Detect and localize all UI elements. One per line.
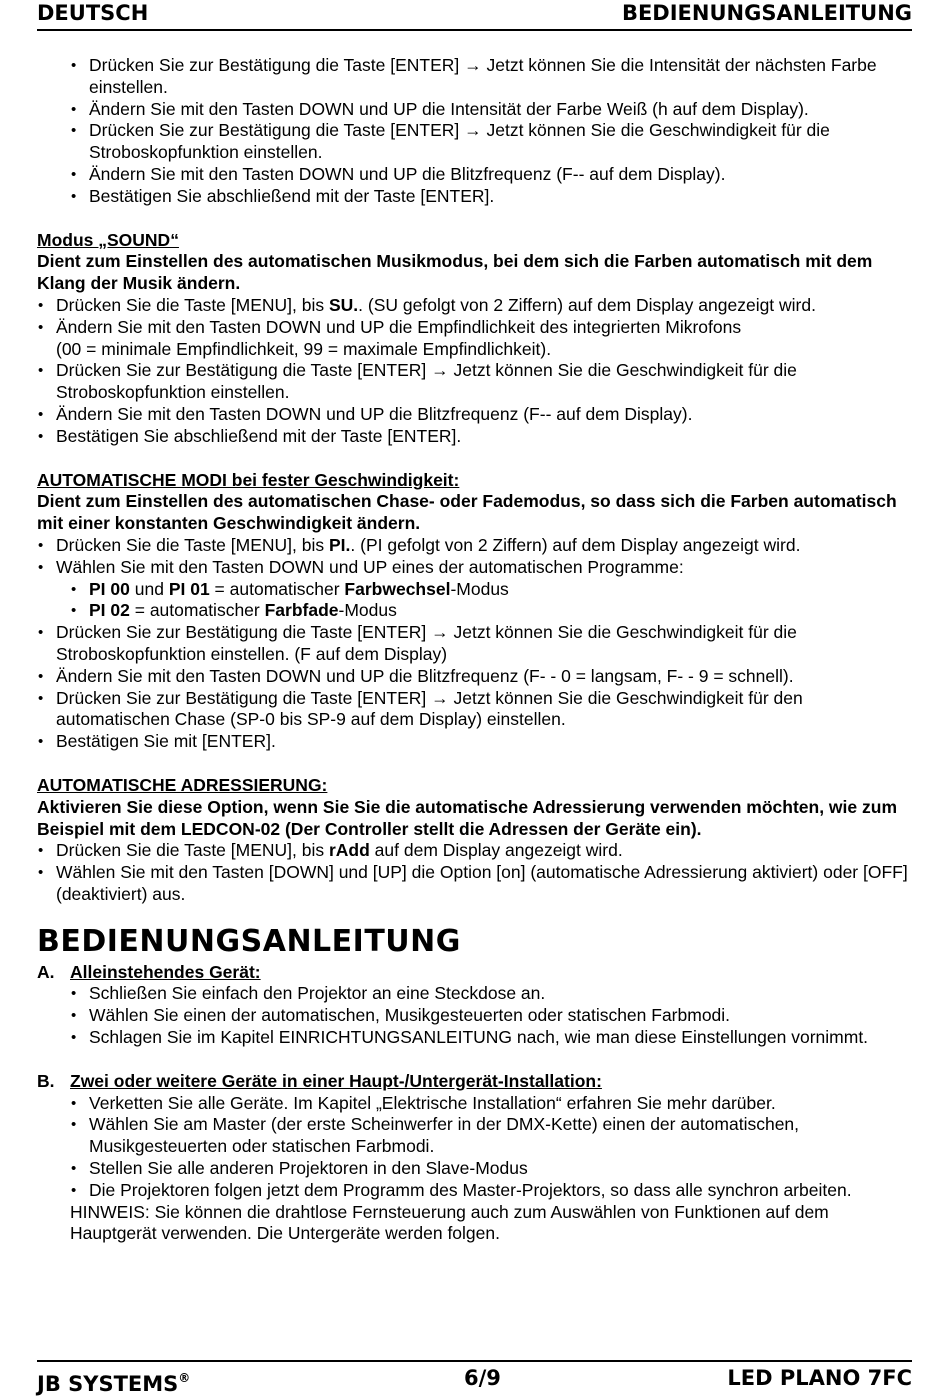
auto-modes-heading: AUTOMATISCHE MODI bei fester Geschwindigkeit: bbox=[37, 469, 460, 490]
footer-product: LED PLANO 7FC bbox=[727, 1366, 912, 1390]
section-b bbox=[37, 1071, 917, 1245]
section-a-title: Alleinstehendes Gerät: bbox=[70, 961, 261, 982]
list-item: • Ändern Sie mit den Tasten DOWN und UP die Intensität der Farbe Weiß (h auf dem Display). bbox=[89, 99, 917, 121]
header-title: BEDIENUNGSANLEITUNG bbox=[621, 1, 912, 25]
list-item: • Bestätigen Sie mit [ENTER]. bbox=[56, 731, 917, 753]
list-item: • Drücken Sie zur Bestätigung die Taste [ENTER] → Jetzt können Sie die Geschwindigkeit für die Stroboskopfunktion einstellen. (F auf dem Display) bbox=[56, 622, 917, 666]
page-number: 6/9 bbox=[464, 1366, 501, 1390]
sound-mode-intro: Dient zum Einstellen des automatischen Musikmodus, bei dem sich die Farben automatisch mit dem Klang der Musik ändern. bbox=[37, 251, 873, 294]
list-item: • Drücken Sie die Taste [MENU], bis SU.. (SU gefolgt von 2 Ziffern) auf dem Display angezeigt wird. bbox=[56, 295, 917, 317]
list-item: • Wählen Sie mit den Tasten DOWN und UP eines der automatischen Programme: • PI 00 und PI 01 = automatischer Farbwechsel-Modus • PI 02 = automatischer Farbfade-Modus bbox=[56, 557, 917, 622]
list-item: • PI 02 = automatischer Farbfade-Modus bbox=[89, 600, 917, 622]
list-item: • Ändern Sie mit den Tasten DOWN und UP die Blitzfrequenz (F-- auf dem Display). bbox=[56, 404, 917, 426]
list-item: • Wählen Sie am Master (der erste Scheinwerfer in der DMX-Kette) einen der automatischen, Musikgesteuerten oder statischen Farbmodi. bbox=[89, 1114, 917, 1158]
section-b-label: B. bbox=[37, 1070, 55, 1091]
footer-brand: JB SYSTEMS® bbox=[37, 1371, 191, 1396]
section-a-list bbox=[89, 983, 917, 1048]
list-item: • Ändern Sie mit den Tasten DOWN und UP die Blitzfrequenz (F- - 0 = langsam, F- - 9 = schnell). bbox=[56, 666, 917, 688]
section-a-label: A. bbox=[37, 961, 55, 982]
page-footer bbox=[37, 1360, 912, 1399]
list-item: • Drücken Sie zur Bestätigung die Taste [ENTER] → Jetzt können Sie die Geschwindigkeit für die Stroboskopfunktion einstellen. bbox=[89, 120, 917, 164]
list-item: • Wählen Sie mit den Tasten [DOWN] und [UP] die Option [on] (automatische Adressierung aktiviert) oder [OFF] (deaktiviert) aus. bbox=[56, 862, 917, 906]
auto-addressing-intro: Aktivieren Sie diese Option, wenn Sie Sie die automatische Adressierung verwenden möchten, wie zum Beispiel mit dem LEDCON-02 (Der Controller stellt die Adressen der Geräte ein). bbox=[37, 796, 898, 839]
list-item: • Wählen Sie einen der automatischen, Musikgesteuerten oder statischen Farbmodi. bbox=[89, 1005, 917, 1027]
list-item: • Bestätigen Sie abschließend mit der Taste [ENTER]. bbox=[89, 186, 917, 208]
list-item: • Drücken Sie zur Bestätigung die Taste [ENTER] → Jetzt können Sie die Intensität der nächsten Farbe einstellen. bbox=[89, 55, 917, 99]
section-b-note: HINWEIS: Sie können die drahtlose Fernsteuerung auch zum Auswählen von Funktionen auf dem Hauptgerät verwenden. Die Untergeräte werden folgen. bbox=[70, 1201, 829, 1244]
top-list bbox=[89, 55, 917, 208]
section-a bbox=[37, 962, 917, 1049]
auto-modes-list bbox=[56, 535, 917, 753]
section-heading: BEDIENUNGSANLEITUNG bbox=[37, 923, 461, 959]
sound-mode-heading: Modus „SOUND“ bbox=[37, 229, 179, 250]
sound-mode-list bbox=[56, 295, 917, 448]
list-item: • Ändern Sie mit den Tasten DOWN und UP die Empfindlichkeit des integrierten Mikrofons (00 = minimale Empfindlichkeit, 99 = maximale Empfindlichkeit). bbox=[56, 317, 917, 361]
list-item: • Drücken Sie die Taste [MENU], bis rAdd auf dem Display angezeigt wird. bbox=[56, 840, 917, 862]
section-b-title: Zwei oder weitere Geräte in einer Haupt-/Untergerät-Installation: bbox=[70, 1070, 602, 1091]
list-item: • Stellen Sie alle anderen Projektoren in den Slave-Modus bbox=[89, 1158, 917, 1180]
page-content bbox=[37, 55, 917, 1245]
list-item: • Schlagen Sie im Kapitel EINRICHTUNGSANLEITUNG nach, wie man diese Einstellungen vornimmt. bbox=[89, 1027, 917, 1049]
list-item: • Bestätigen Sie abschließend mit der Taste [ENTER]. bbox=[56, 426, 917, 448]
list-item: • Verketten Sie alle Geräte. Im Kapitel „Elektrische Installation“ erfahren Sie mehr darüber. bbox=[89, 1093, 917, 1115]
list-item: • Drücken Sie die Taste [MENU], bis PI.. (PI gefolgt von 2 Ziffern) auf dem Display angezeigt wird. bbox=[56, 535, 917, 557]
auto-modes-intro: Dient zum Einstellen des automatischen Chase- oder Fademodus, so dass sich die Farben automatisch mit einer konstanten Geschwindigkeit ändern. bbox=[37, 491, 897, 534]
page-header bbox=[37, 2, 912, 31]
list-item: • Ändern Sie mit den Tasten DOWN und UP die Blitzfrequenz (F-- auf dem Display). bbox=[89, 164, 917, 186]
list-item: • Drücken Sie zur Bestätigung die Taste [ENTER] → Jetzt können Sie die Geschwindigkeit für den automatischen Chase (SP-0 bis SP-9 auf dem Display) einstellen. bbox=[56, 688, 917, 732]
header-language: DEUTSCH bbox=[37, 1, 149, 25]
section-b-list bbox=[89, 1093, 917, 1202]
program-sublist bbox=[89, 579, 917, 623]
list-item: • Drücken Sie zur Bestätigung die Taste [ENTER] → Jetzt können Sie die Geschwindigkeit für die Stroboskopfunktion einstellen. bbox=[56, 360, 917, 404]
auto-addressing-list bbox=[56, 840, 917, 905]
list-item: • PI 00 und PI 01 = automatischer Farbwechsel-Modus bbox=[89, 579, 917, 601]
list-item: • Die Projektoren folgen jetzt dem Programm des Master-Projektors, so dass alle synchron arbeiten. bbox=[89, 1180, 917, 1202]
auto-addressing-heading: AUTOMATISCHE ADRESSIERUNG: bbox=[37, 774, 328, 795]
list-item: • Schließen Sie einfach den Projektor an eine Steckdose an. bbox=[89, 983, 917, 1005]
